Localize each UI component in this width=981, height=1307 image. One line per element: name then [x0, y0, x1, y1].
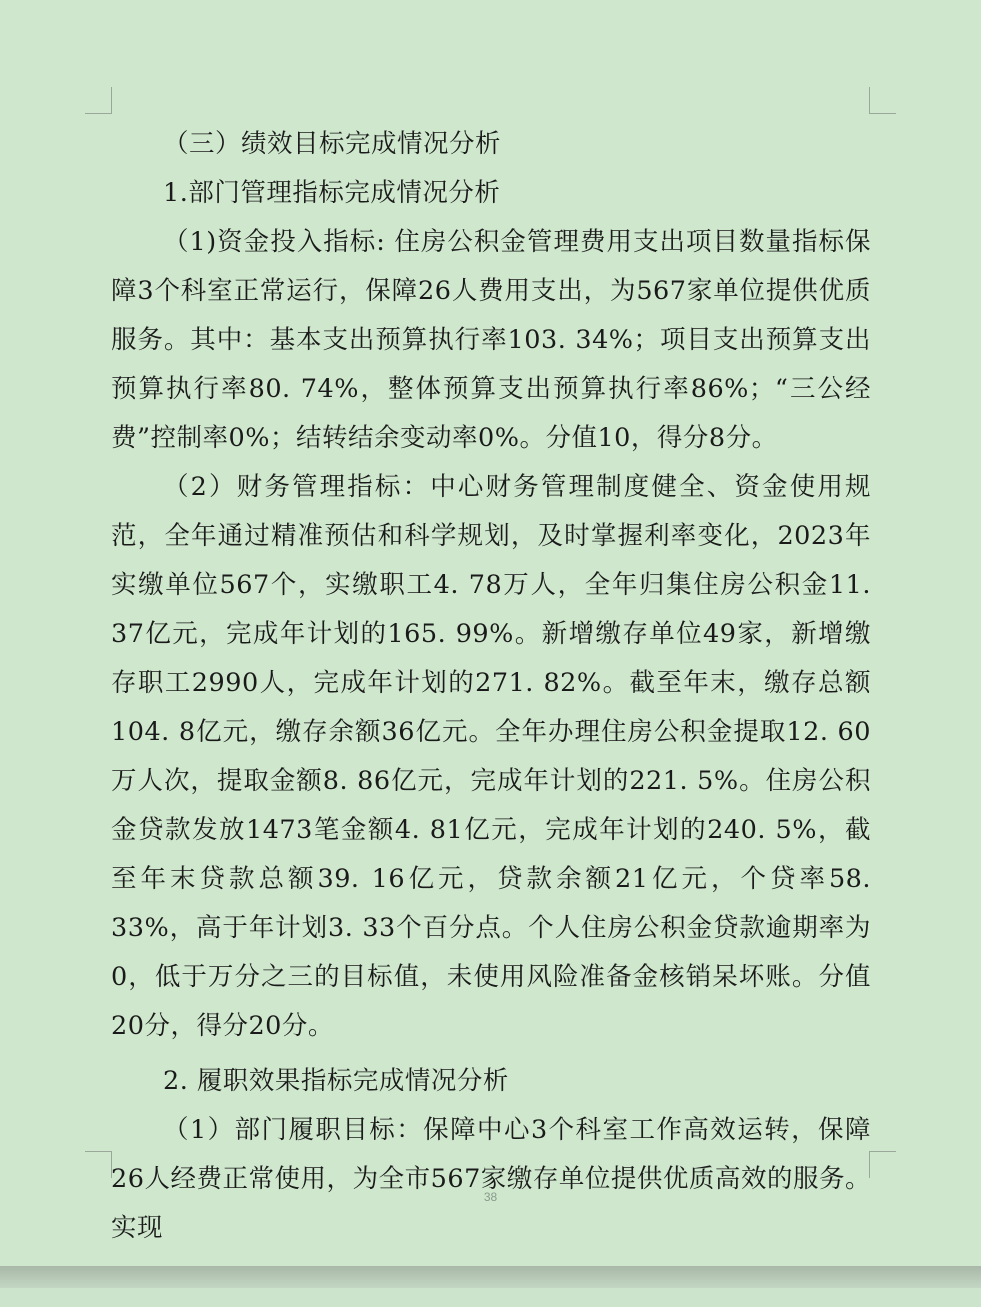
- sub-heading-management: 1.部门管理指标完成情况分析: [163, 178, 501, 208]
- crop-mark-top-left: [85, 87, 112, 114]
- page-shadow: [0, 1266, 981, 1288]
- next-page-edge: [0, 1288, 981, 1307]
- paragraph-financial-management: （2）财务管理指标：中心财务管理制度健全、资金使用规范，全年通过精准预估和科学规划，及时掌握利率变化，2023年实缴单位567个，实缴职工4. 78万人，全年归集住房公积金11. 37亿元，完成年计划的165. 99%。新增缴存单位49家，新增缴存职工2990人，完成年计划的271. 82%。截至年末，缴存总额104. 8亿元，缴存余额36亿元。全年办理住房公积金提取12. 60万人次，提取金额8. 86亿元，完成年计划的221. 5%。住房公积金贷款发放1473笔金额4. 81亿元，完成年计划的240. 5%，截至年末贷款总额39. 16亿元，贷款余额21亿元，个贷率58. 33%，高于年计划3. 33个百分点。个人住房公积金贷款逾期率为0，低于万分之三的目标值，未使用风险准备金核销呆坏账。分值20分，得分20分。: [111, 472, 871, 1041]
- sub-heading-performance: 2. 履职效果指标完成情况分析: [163, 1066, 509, 1096]
- paragraph-funding-input: （1)资金投入指标: 住房公积金管理费用支出项目数量指标保障3个科室正常运行，保障26人费用支出，为567家单位提供优质服务。其中：基本支出预算执行率103. 34%；项目支出预算支出预算执行率80. 74%，整体预算支出预算执行率86%；“三公经费”控制率0%；结转结余变动率0%。分值10，得分8分。: [111, 227, 871, 453]
- crop-mark-top-right: [869, 87, 896, 114]
- document-body: [111, 120, 871, 1253]
- crop-mark-bottom-right: [869, 1151, 896, 1178]
- paragraph-duty-goal: （1）部门履职目标：保障中心3个科室工作高效运转，保障26人经费正常使用，为全市567家缴存单位提供优质高效的服务。实现: [111, 1115, 871, 1243]
- section-heading: （三）绩效目标完成情况分析: [163, 129, 502, 159]
- page-number: 38: [483, 1190, 498, 1204]
- crop-mark-bottom-left: [85, 1151, 112, 1178]
